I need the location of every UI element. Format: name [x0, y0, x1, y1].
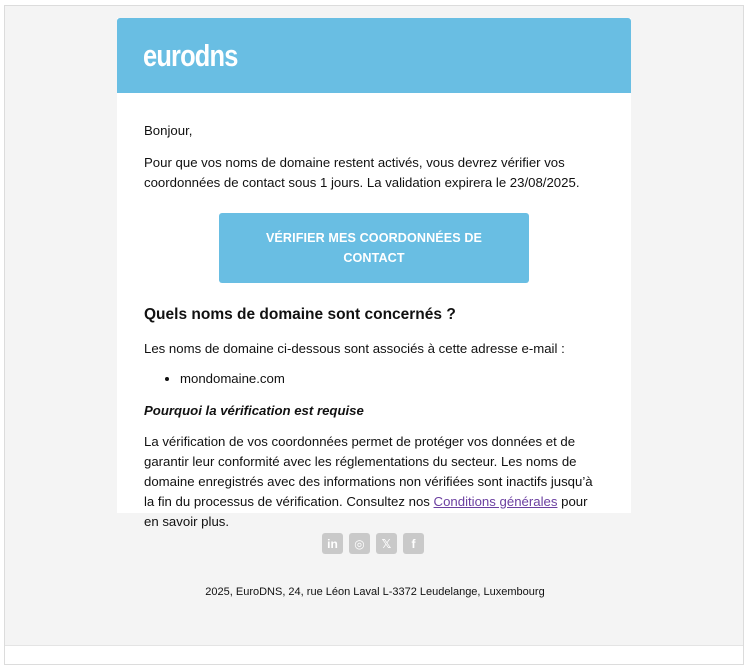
why-text-after: pour en savoir plus.: [144, 494, 588, 529]
cta-wrapper: [144, 213, 604, 283]
why-text: [144, 432, 604, 532]
list-item: • mondomaine.com: [180, 369, 604, 389]
terms-link[interactable]: Conditions générales: [433, 494, 558, 509]
bottom-strip: [5, 645, 743, 664]
email-header: [117, 18, 631, 93]
social-links: [322, 533, 424, 554]
facebook-icon[interactable]: f: [403, 533, 424, 554]
eurodns-logo[interactable]: eurodns: [143, 38, 238, 73]
why-title: Pourquoi la vérification est requise: [144, 403, 364, 418]
section-title: Quels noms de domaine sont concernés ?: [144, 306, 456, 323]
x-icon[interactable]: 𝕏: [376, 533, 397, 554]
linkedin-icon[interactable]: in: [322, 533, 343, 554]
footer-address: 2025, EuroDNS, 24, rue Léon Laval L-3372 Leudelange, Luxembourg: [205, 586, 545, 598]
verify-contact-button[interactable]: VÉRIFIER MES COORDONNÉES DE CONTACT: [219, 213, 529, 283]
email-body: [117, 93, 631, 532]
email-card: [117, 18, 631, 529]
instagram-icon[interactable]: ◎: [349, 533, 370, 554]
why-text-before: La vérification de vos coordonnées permet de protéger vos données et de garantir leur conformité avec les réglementations du secteur. Les noms de domaine enregistrés avec des informations non vérifiées sont inactifs jusqu’à la fin du processus de vérification. Consultez nos: [144, 434, 593, 509]
intro-text: Pour que vos noms de domaine restent activés, vous devrez vérifier vos coordonnées de contact sous 1 jours. La validation expirera le 23/08/2025.: [144, 155, 580, 190]
email-frame: [4, 5, 744, 665]
greeting: Bonjour,: [144, 123, 193, 138]
associated-text: Les noms de domaine ci-dessous sont associés à cette adresse e-mail :: [144, 341, 565, 356]
domain-list: [144, 369, 604, 389]
